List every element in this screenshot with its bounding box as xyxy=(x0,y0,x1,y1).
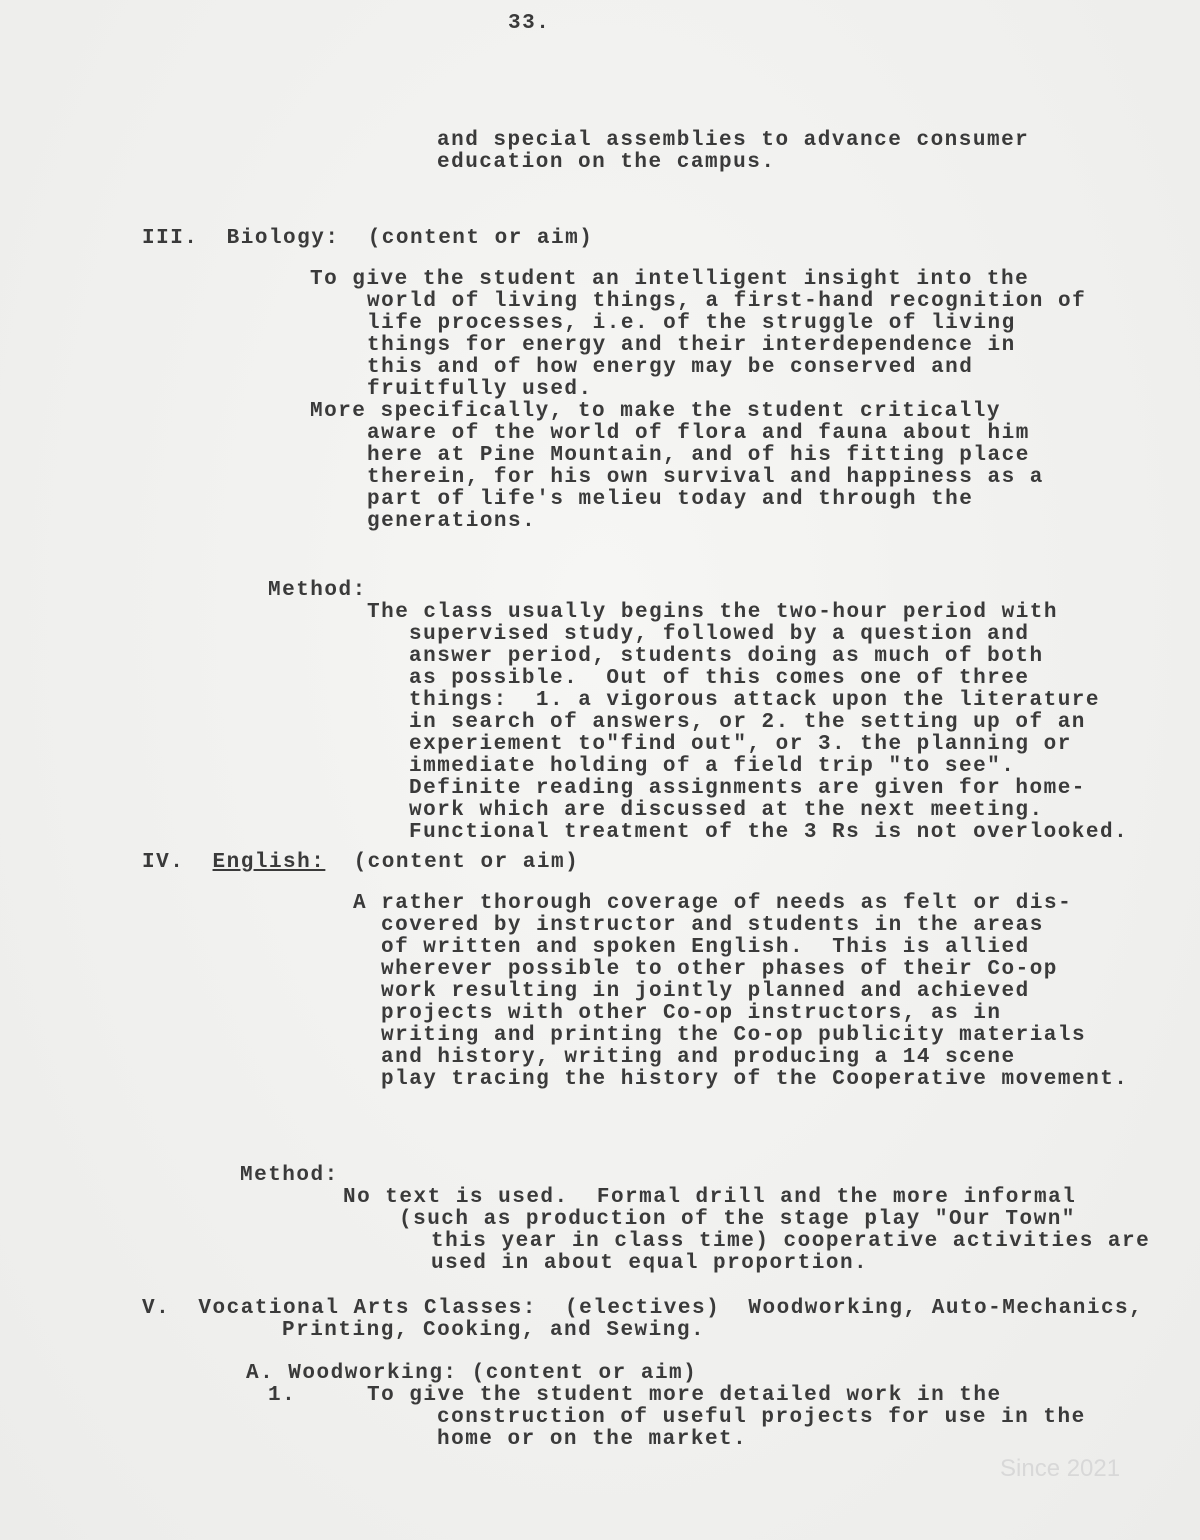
text-line: this year in class time) cooperative activities are xyxy=(431,1230,1151,1253)
text-line: construction of useful projects for use in the xyxy=(437,1406,1086,1429)
english-method-paragraph xyxy=(343,1187,1150,1275)
biology-aim-paragraph xyxy=(310,269,1086,533)
text-line: as possible. Out of this comes one of three xyxy=(409,667,1030,690)
text-line: therein, for his own survival and happiness as a xyxy=(367,466,1044,489)
page-number: 33. xyxy=(508,12,551,35)
text-line: immediate holding of a field trip "to see". xyxy=(409,755,1016,778)
woodworking-subheading: A. Woodworking: (content or aim) xyxy=(246,1362,698,1385)
text-line: A rather thorough coverage of needs as felt or dis- xyxy=(353,892,1073,915)
english-method-label: Method: xyxy=(240,1164,339,1187)
text-line: work resulting in jointly planned and achieved xyxy=(381,980,1030,1003)
text-line: play tracing the history of the Cooperative movement. xyxy=(381,1068,1129,1091)
text-line: world of living things, a first-hand recognition of xyxy=(367,290,1087,313)
text-line: writing and printing the Co-op publicity materials xyxy=(381,1024,1087,1047)
section-number: IV. xyxy=(142,851,185,874)
text-line: projects with other Co-op instructors, as in xyxy=(381,1002,1002,1025)
section-title: English: xyxy=(212,851,326,874)
section-note: (content or aim) xyxy=(367,227,594,250)
text-line: used in about equal proportion. xyxy=(431,1252,869,1275)
text-line: supervised study, followed by a question and xyxy=(409,623,1030,646)
text-line: of written and spoken English. This is allied xyxy=(381,936,1030,959)
text-line: fruitfully used. xyxy=(367,378,593,401)
section-number: III. xyxy=(142,227,199,250)
woodworking-item-number: 1. xyxy=(268,1384,297,1407)
text-line: answer period, students doing as much of both xyxy=(409,645,1044,668)
text-line: Functional treatment of the 3 Rs is not overlooked. xyxy=(409,821,1129,844)
text-line: The class usually begins the two-hour period with xyxy=(367,601,1059,624)
text-line: Printing, Cooking, and Sewing. xyxy=(282,1319,706,1342)
text-line: things for energy and their interdependence in xyxy=(367,334,1016,357)
section-note: (content or aim) xyxy=(353,851,580,874)
text-line: covered by instructor and students in the areas xyxy=(381,914,1044,937)
biology-method-label: Method: xyxy=(268,579,367,602)
text-line: experiement to"find out", or 3. the planning or xyxy=(409,733,1072,756)
text-line: and history, writing and producing a 14 scene xyxy=(381,1046,1016,1069)
text-line: V. Vocational Arts Classes: (electives) Woodworking, Auto-Mechanics, xyxy=(142,1297,1144,1320)
watermark: Since 2021 xyxy=(1000,1455,1121,1482)
text-line: generations. xyxy=(367,510,537,533)
section-title: Biology: xyxy=(226,227,340,250)
text-line: No text is used. Formal drill and the more informal xyxy=(343,1186,1077,1209)
text-line: in search of answers, or 2. the setting up of an xyxy=(409,711,1086,734)
section-heading-vocational xyxy=(142,1298,1143,1342)
biology-method-paragraph xyxy=(367,602,1128,844)
text-line: things: 1. a vigorous attack upon the literature xyxy=(409,689,1101,712)
text-line: To give the student an intelligent insight into the xyxy=(310,268,1030,291)
woodworking-item-paragraph xyxy=(367,1385,1086,1451)
text-line: education on the campus. xyxy=(437,151,776,174)
text-line: here at Pine Mountain, and of his fitting place xyxy=(367,444,1030,467)
text-line: Definite reading assignments are given for home- xyxy=(409,777,1086,800)
text-line: home or on the market. xyxy=(437,1428,748,1451)
text-line: More specifically, to make the student critically xyxy=(310,400,1002,423)
text-line: (such as production of the stage play "Our Town" xyxy=(399,1208,1076,1231)
section-heading-biology xyxy=(142,228,593,250)
intro-paragraph xyxy=(437,130,1029,174)
text-line: To give the student more detailed work in the xyxy=(367,1384,1002,1407)
text-line: part of life's melieu today and through the xyxy=(367,488,974,511)
text-line: wherever possible to other phases of their Co-op xyxy=(381,958,1058,981)
text-line: aware of the world of flora and fauna about him xyxy=(367,422,1030,445)
english-aim-paragraph xyxy=(353,893,1128,1091)
section-heading-english xyxy=(142,852,579,874)
text-line: this and of how energy may be conserved and xyxy=(367,356,974,379)
text-line: life processes, i.e. of the struggle of living xyxy=(367,312,1016,335)
text-line: work which are discussed at the next meeting. xyxy=(409,799,1044,822)
text-line: and special assemblies to advance consumer xyxy=(437,129,1030,152)
